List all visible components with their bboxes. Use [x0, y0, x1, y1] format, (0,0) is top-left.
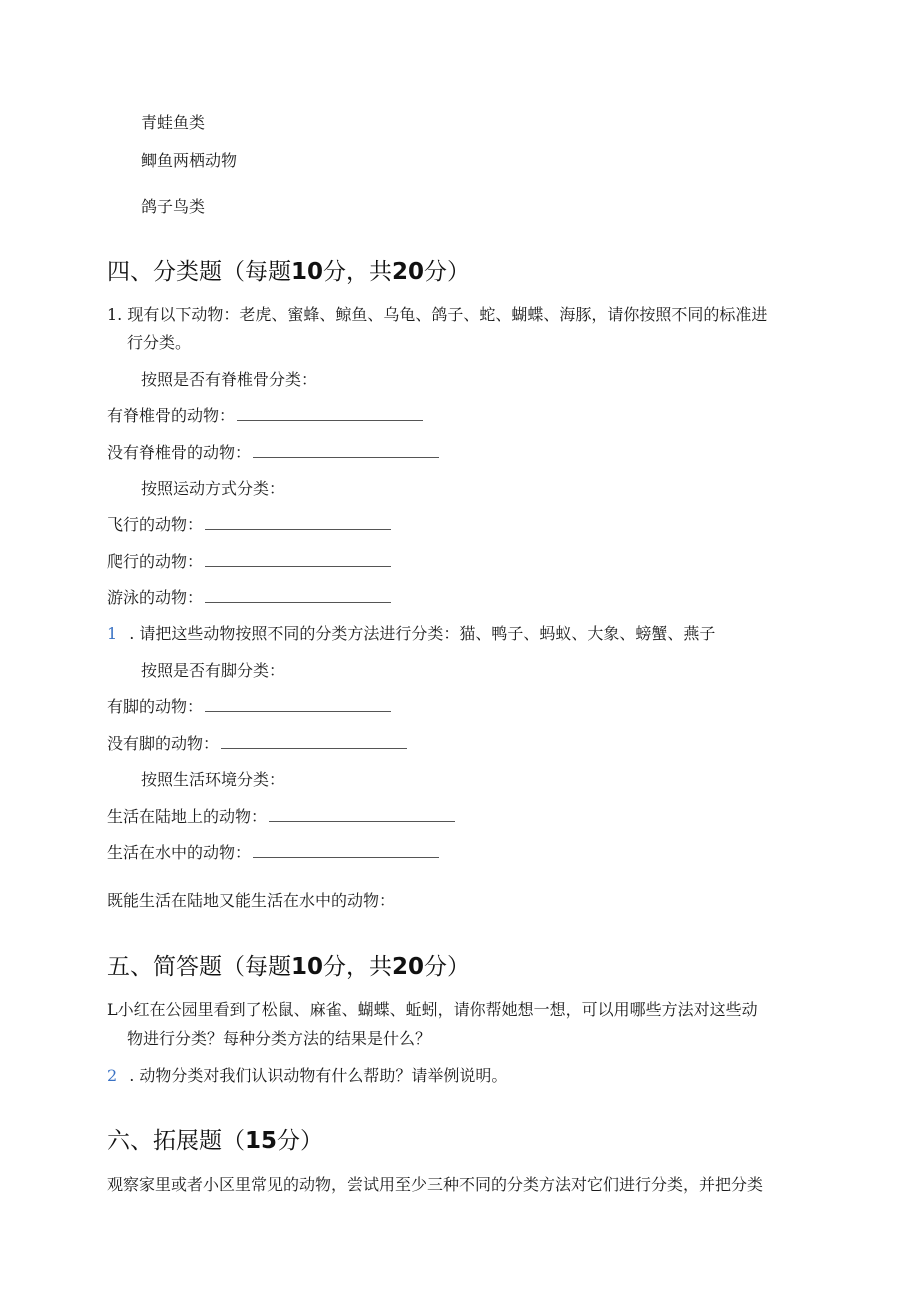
answer-label: 爬行的动物： — [107, 552, 204, 571]
answer-line — [107, 515, 391, 535]
answer-blank[interactable] — [253, 443, 439, 458]
list-item: 青蛙鱼类 — [141, 113, 206, 132]
sub-heading: 按照生活环境分类： — [141, 770, 286, 789]
answer-line — [107, 697, 391, 717]
answer-label: 生活在水中的动物： — [107, 843, 252, 862]
answer-label: 有脚的动物： — [107, 697, 204, 716]
answer-blank[interactable] — [205, 552, 391, 567]
answer-line — [107, 443, 439, 463]
answer-label: 游泳的动物： — [107, 588, 204, 607]
heading-text: 六、拓展题（ — [107, 1128, 245, 1154]
answer-line — [107, 588, 391, 608]
answer-label: 没有脊椎骨的动物： — [107, 443, 252, 462]
list-item: 鸽子鸟类 — [141, 197, 206, 216]
question-text: 1. 现有以下动物：老虎、蜜蜂、鲸鱼、乌龟、鸽子、蛇、蝴蝶、海豚，请你按照不同的标准进 — [107, 305, 768, 324]
question-text — [107, 1066, 507, 1086]
answer-label: 飞行的动物： — [107, 515, 204, 534]
question-text: 行分类。 — [127, 333, 192, 352]
sub-heading: 按照是否有脚分类： — [141, 661, 286, 680]
answer-blank[interactable] — [205, 588, 391, 603]
question-text — [107, 624, 715, 644]
question-number: 1 — [107, 624, 118, 643]
heading-text: 四、分类题（每题 — [107, 259, 291, 285]
answer-label: 有脊椎骨的动物： — [107, 406, 236, 425]
heading-number: 10 — [291, 259, 324, 285]
question-body: . 请把这些动物按照不同的分类方法进行分类：猫、鸭子、蚂蚁、大象、螃蟹、燕子 — [129, 624, 716, 643]
heading-number: 15 — [245, 1128, 278, 1154]
heading-number: 20 — [392, 954, 425, 980]
answer-line — [107, 406, 423, 426]
question-body: . 动物分类对我们认识动物有什么帮助？请举例说明。 — [129, 1066, 508, 1085]
answer-line — [107, 734, 407, 754]
heading-text: 分，共 — [323, 954, 393, 980]
heading-number: 20 — [392, 259, 425, 285]
answer-blank[interactable] — [269, 807, 455, 822]
list-item: 鲫鱼两栖动物 — [141, 151, 238, 170]
heading-text: 分） — [424, 954, 471, 980]
answer-line — [107, 843, 439, 863]
section-heading — [107, 257, 470, 287]
section-heading — [107, 952, 470, 982]
heading-text: 分） — [424, 259, 471, 285]
question-number: 2 — [107, 1066, 118, 1085]
answer-blank[interactable] — [221, 734, 407, 749]
heading-number: 10 — [291, 954, 324, 980]
heading-text: 分） — [277, 1128, 324, 1154]
question-text: L小红在公园里看到了松鼠、麻雀、蝴蝶、蚯蚓，请你帮她想一想，可以用哪些方法对这些动 — [107, 1000, 758, 1019]
answer-blank[interactable] — [237, 406, 423, 421]
answer-label: 既能生活在陆地又能生活在水中的动物： — [107, 891, 396, 910]
heading-text: 五、简答题（每题 — [107, 954, 291, 980]
answer-blank[interactable] — [253, 843, 439, 858]
heading-text: 分，共 — [323, 259, 393, 285]
answer-label: 生活在陆地上的动物： — [107, 807, 268, 826]
answer-line — [107, 807, 455, 827]
section-heading — [107, 1126, 323, 1156]
answer-blank[interactable] — [205, 515, 391, 530]
sub-heading: 按照运动方式分类： — [141, 479, 286, 498]
question-text: 物进行分类？每种分类方法的结果是什么？ — [127, 1029, 432, 1048]
question-text: 观察家里或者小区里常见的动物，尝试用至少三种不同的分类方法对它们进行分类，并把分类 — [107, 1175, 764, 1194]
answer-line — [107, 552, 391, 572]
answer-label: 没有脚的动物： — [107, 734, 220, 753]
answer-blank[interactable] — [205, 697, 391, 712]
answer-line — [107, 891, 395, 911]
sub-heading: 按照是否有脊椎骨分类： — [141, 370, 318, 389]
